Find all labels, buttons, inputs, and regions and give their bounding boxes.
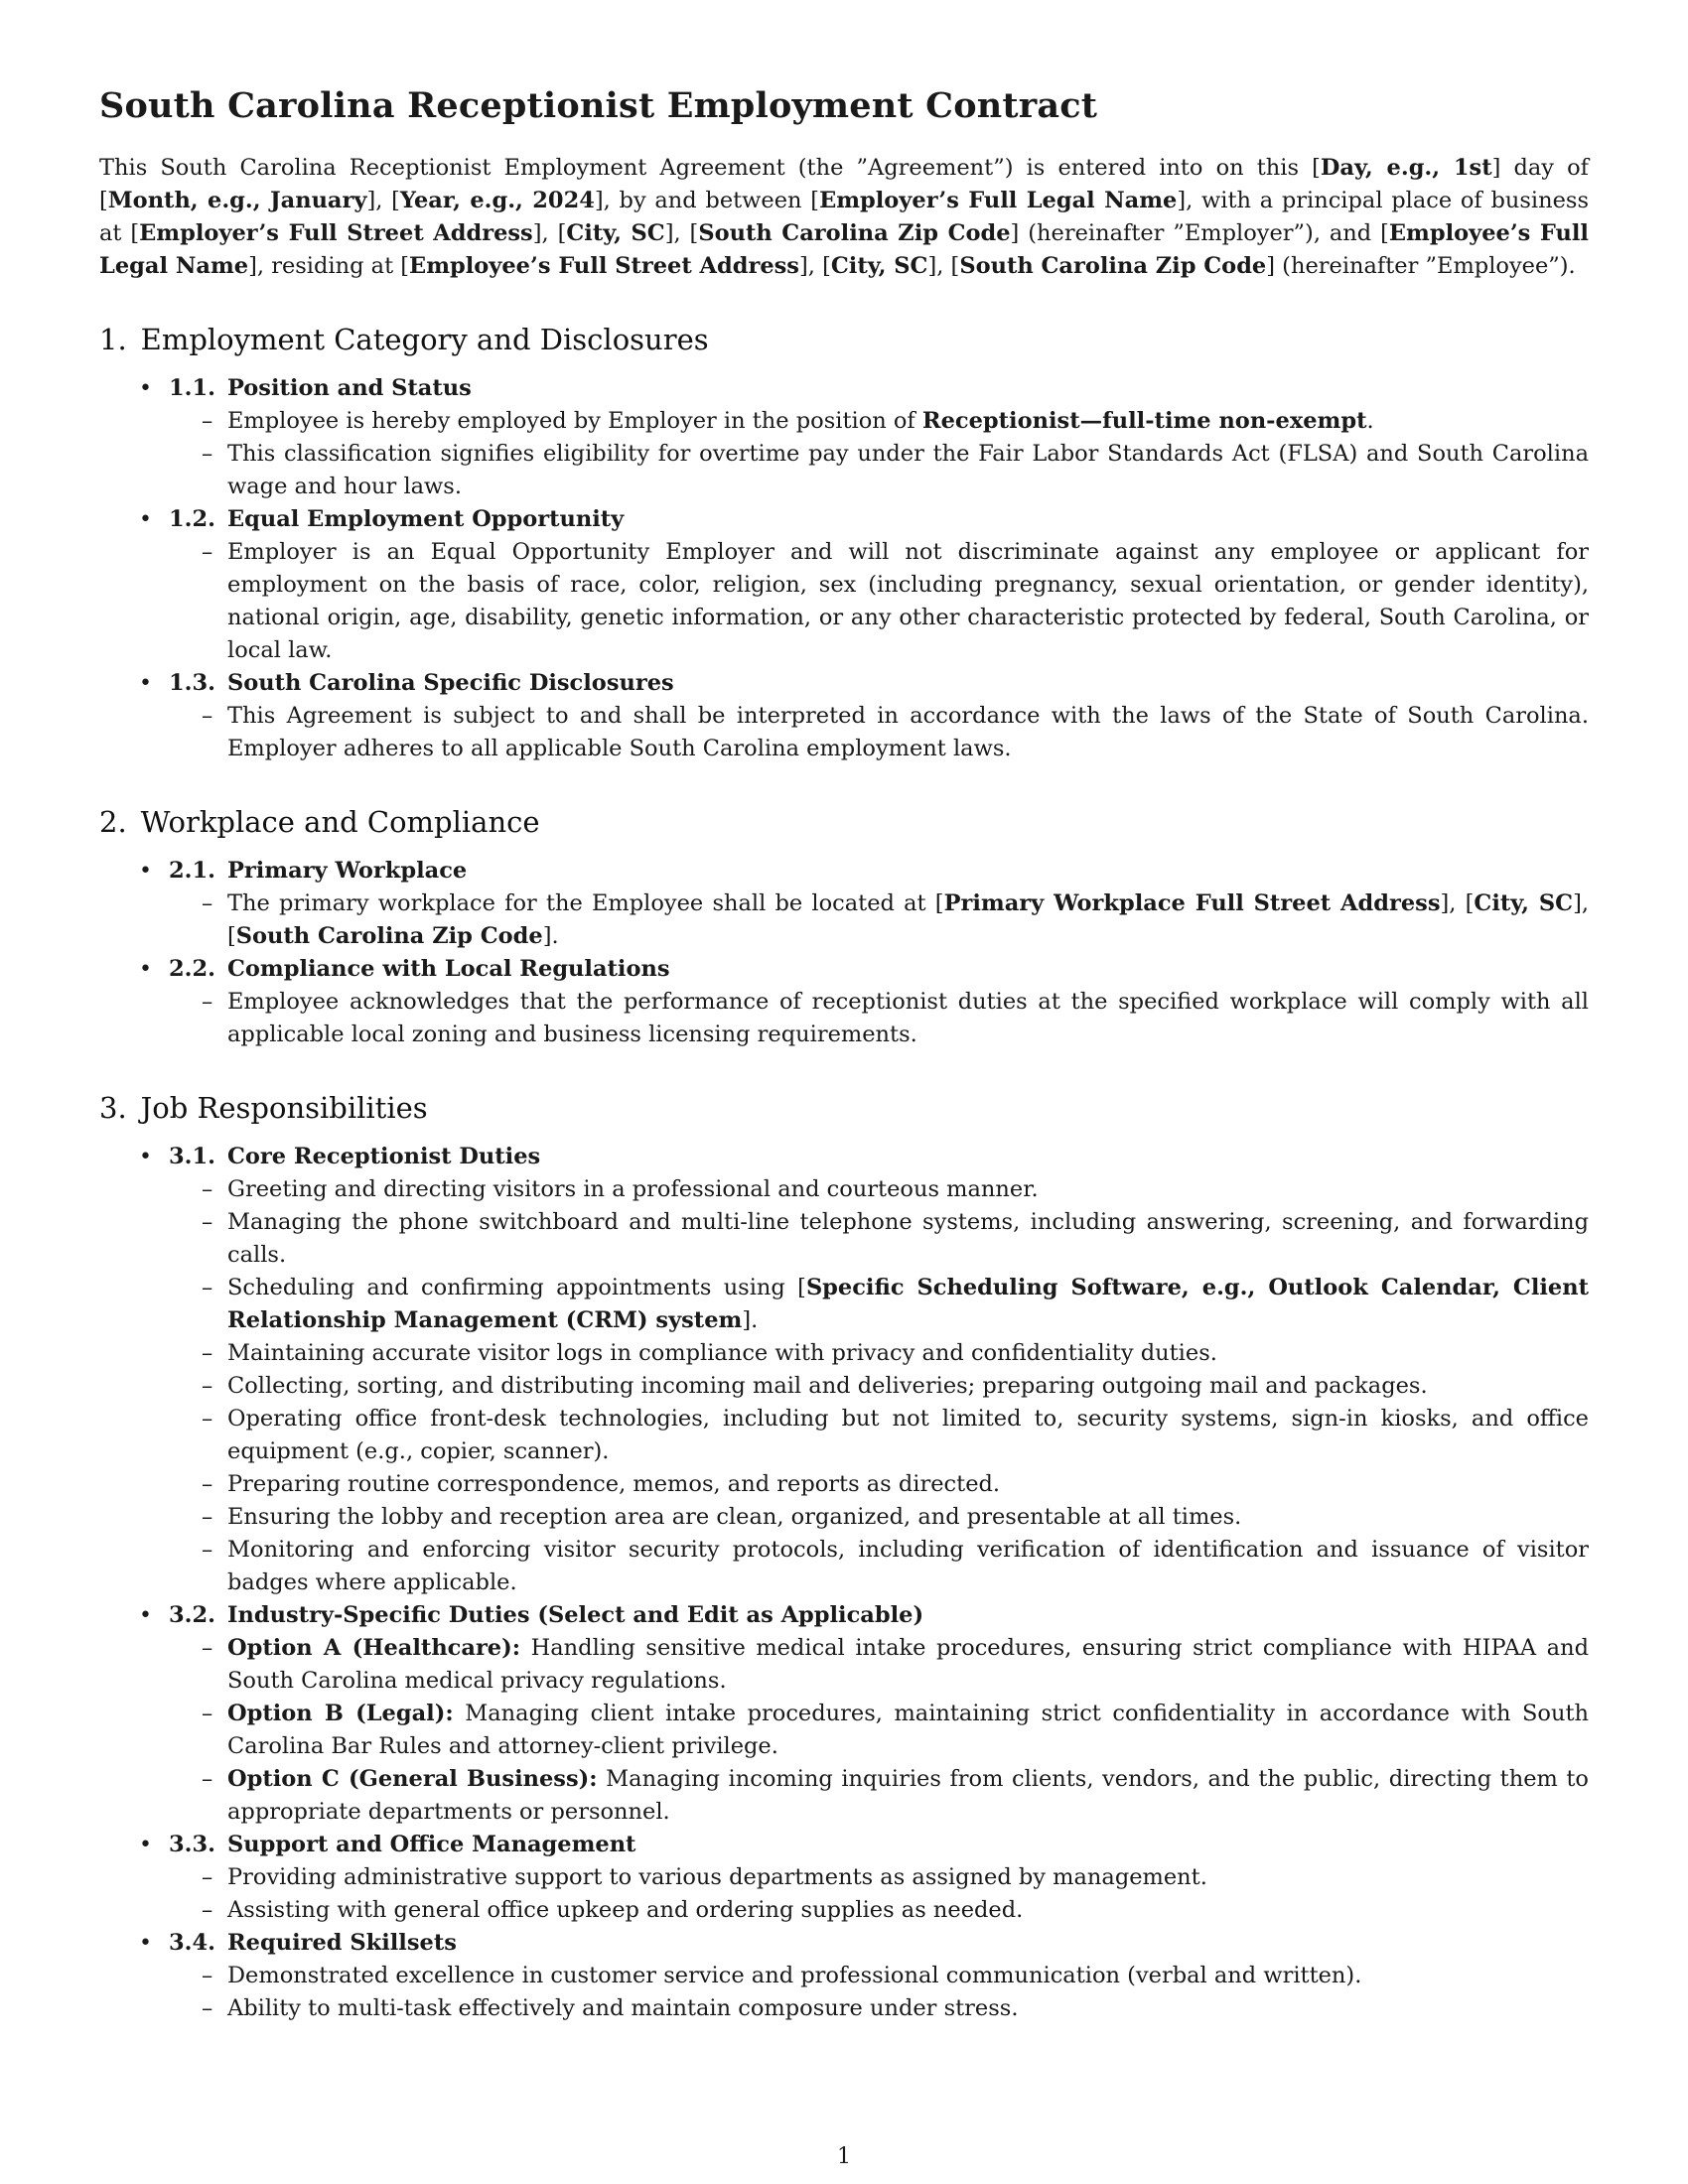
list-item (169, 986, 1589, 1051)
bullet-icon: • (139, 671, 152, 696)
dash-icon: – (202, 408, 213, 434)
subsection-number: 2.1. (169, 858, 215, 884)
item-list (169, 986, 1589, 1051)
item-text: Managing client intake procedures, maintaining strict confidentiality in accordance with South Carolina Bar Rules and attorney-client privilege. (227, 1701, 1589, 1759)
item-text: Preparing routine correspondence, memos, and reports as directed. (227, 1471, 1001, 1497)
subsection-heading (169, 1829, 1589, 1861)
item-text: Collecting, sorting, and distributing incoming mail and deliveries; preparing outgoing mail and packages. (227, 1373, 1428, 1399)
document-title: South Carolina Receptionist Employment Contract (99, 85, 1098, 126)
list-item (169, 1534, 1589, 1599)
list-item (169, 1861, 1589, 1894)
subsection-heading (169, 667, 1589, 700)
section-number: 3. (99, 1091, 127, 1125)
item-text: ], [ (227, 890, 1589, 949)
placeholder-month: Month, e.g., January (107, 188, 367, 213)
bullet-icon: • (139, 1833, 152, 1857)
intro-text: ] day of [ (99, 155, 1589, 213)
item-text: Assisting with general office upkeep and ordering supplies as needed. (227, 1897, 1024, 1923)
placeholder-employee-zip: South Carolina Zip Code (959, 253, 1267, 279)
item-text: Maintaining accurate visitor logs in compliance with privacy and confidentiality duties. (227, 1340, 1217, 1366)
intro-text: ], residing at [ (248, 253, 410, 279)
item-list (169, 1632, 1589, 1829)
subsection-title: Primary Workplace (226, 858, 468, 884)
bullet-icon: • (139, 507, 152, 532)
subsection-2-1 (99, 855, 1589, 953)
bullet-icon: • (139, 376, 152, 401)
subsection-heading (169, 953, 1589, 986)
intro-text: ], [ (532, 220, 567, 246)
placeholder-employer-city: City, SC (566, 220, 665, 246)
placeholder-year: Year, e.g., 2024 (399, 188, 595, 213)
dash-icon: – (202, 1504, 213, 1530)
item-text: Employer is an Equal Opportunity Employer and will not discriminate against any employee or applicant for employment on the basis of race, color, religion, sex (including pregnancy, sexual orientation, or gender identity), national origin, age, disability, genetic information, or any other characteristic protected by federal, South Carolina, or local law. (227, 539, 1589, 663)
list-item (169, 1272, 1589, 1337)
dash-icon: – (202, 1537, 213, 1563)
bullet-icon: • (139, 859, 152, 884)
intro-text: ], [ (366, 188, 400, 213)
placeholder-scheduling-software: Specific Scheduling Software, e.g., Outlook Calendar, Client Relationship Management (CRM) system (227, 1275, 1589, 1333)
option-label: Option B (Legal): (227, 1701, 454, 1726)
dash-icon: – (202, 1963, 213, 1988)
list-item (169, 700, 1589, 765)
subsection-heading (169, 1927, 1589, 1960)
item-text: Scheduling and confirming appointments using [ (227, 1275, 806, 1300)
subsection-number: 2.2. (169, 956, 215, 982)
subsection-title: Position and Status (226, 375, 472, 401)
item-text: Demonstrated excellence in customer service and professional communication (verbal and written). (227, 1963, 1362, 1988)
item-text: Monitoring and enforcing visitor security protocols, including verification of identification and issuance of visitor badges where applicable. (227, 1537, 1589, 1595)
item-text: The primary workplace for the Employee shall be located at [ (227, 890, 944, 916)
item-list (169, 536, 1589, 667)
subsection-number: 3.3. (169, 1832, 215, 1857)
dash-icon: – (202, 1995, 213, 2021)
dash-icon: – (202, 1340, 213, 1366)
dash-icon: – (202, 1406, 213, 1432)
bullet-icon: • (139, 1145, 152, 1169)
dash-icon: – (202, 1275, 213, 1300)
section-number: 2. (99, 805, 127, 839)
section-2-title (99, 805, 1589, 839)
list-item (169, 438, 1589, 503)
item-list (169, 1960, 1589, 2025)
intro-text: ], with a principal place of business at [ (99, 188, 1590, 246)
subsection-title: South Carolina Specific Disclosures (226, 670, 674, 696)
page-number: 1 (837, 2144, 851, 2169)
item-text: ]. (742, 1307, 759, 1333)
item-text: Managing incoming inquiries from clients, vendors, and the public, directing them to appropriate departments or personnel. (227, 1766, 1589, 1825)
list-item (169, 1960, 1589, 1992)
item-text: ]. (542, 923, 559, 949)
section-title-text: Employment Category and Disclosures (140, 323, 709, 356)
list-item (169, 1698, 1589, 1763)
subsection-heading (169, 503, 1589, 536)
subsection-number: 3.1. (169, 1144, 215, 1169)
dash-icon: – (202, 1766, 213, 1792)
list-item (169, 1468, 1589, 1501)
placeholder-workplace-zip: South Carolina Zip Code (235, 923, 543, 949)
list-item (169, 1763, 1589, 1829)
section-title-text: Job Responsibilities (140, 1091, 428, 1125)
list-item (169, 1337, 1589, 1370)
option-label: Option C (General Business): (227, 1766, 598, 1792)
item-text: Employee acknowledges that the performance of receptionist duties at the specified workplace will comply with all applicable local zoning and business licensing requirements. (227, 989, 1589, 1047)
placeholder-employer-zip: South Carolina Zip Code (698, 220, 1011, 246)
position-status: Receptionist—full-time non-exempt (921, 408, 1367, 434)
section-3-subsections (99, 1141, 1589, 2025)
item-text: ], [ (1440, 890, 1475, 916)
subsection-number: 3.2. (169, 1602, 215, 1628)
subsection-number: 3.4. (169, 1930, 215, 1956)
placeholder-employer-name: Employer’s Full Legal Name (819, 188, 1178, 213)
dash-icon: – (202, 989, 213, 1015)
option-label: Option A (Healthcare): (227, 1635, 521, 1661)
item-list (169, 1173, 1589, 1599)
subsection-3-1 (99, 1141, 1589, 1599)
placeholder-employee-name: Employee’s Full Legal Name (99, 220, 1589, 279)
section-1-title (99, 323, 1589, 356)
subsection-number: 1.1. (169, 375, 215, 401)
dash-icon: – (202, 1471, 213, 1497)
section-2-subsections (99, 855, 1589, 1051)
list-item (169, 536, 1589, 667)
intro-text: ] (hereinafter ”Employee”). (1266, 253, 1576, 279)
subsection-number: 1.3. (169, 670, 215, 696)
dash-icon: – (202, 1864, 213, 1890)
subsection-1-3 (99, 667, 1589, 765)
dash-icon: – (202, 1701, 213, 1726)
bullet-icon: • (139, 1931, 152, 1956)
intro-text: ], [ (798, 253, 831, 279)
item-text: This classification signifies eligibility for overtime pay under the Fair Labor Standards Act (FLSA) and South Carolina wage and hour laws. (227, 441, 1589, 499)
item-text: Operating office front-desk technologies, including but not limited to, security systems, sign-in kiosks, and office equipment (e.g., copier, scanner). (227, 1406, 1589, 1464)
item-text: Ensuring the lobby and reception area are clean, organized, and presentable at all times. (227, 1504, 1242, 1530)
subsection-heading (169, 855, 1589, 887)
item-list (169, 405, 1589, 503)
list-item (169, 405, 1589, 438)
subsection-title: Equal Employment Opportunity (226, 506, 625, 532)
placeholder-employee-address: Employee’s Full Street Address (409, 253, 799, 279)
item-list (169, 887, 1589, 953)
dash-icon: – (202, 890, 213, 916)
placeholder-employer-address: Employer’s Full Street Address (139, 220, 533, 246)
placeholder-workplace-city: City, SC (1474, 890, 1574, 916)
subsection-2-2 (99, 953, 1589, 1051)
subsection-title: Required Skillsets (226, 1930, 457, 1956)
list-item (169, 1370, 1589, 1403)
list-item (169, 1992, 1589, 2025)
document-page (99, 85, 1589, 2025)
subsection-number: 1.2. (169, 506, 215, 532)
dash-icon: – (202, 539, 213, 565)
subsection-title: Industry-Specific Duties (Select and Edit as Applicable) (226, 1602, 924, 1628)
section-title-text: Workplace and Compliance (140, 805, 540, 839)
intro-text: ], by and between [ (594, 188, 820, 213)
subsection-3-4 (99, 1927, 1589, 2025)
subsection-1-2 (99, 503, 1589, 667)
intro-text: ] (hereinafter ”Employer”), and [ (1010, 220, 1389, 246)
item-text: Greeting and directing visitors in a professional and courteous manner. (227, 1176, 1039, 1202)
item-text: Ability to multi-task effectively and maintain composure under stress. (227, 1995, 1019, 2021)
list-item (169, 1632, 1589, 1698)
placeholder-workplace-address: Primary Workplace Full Street Address (943, 890, 1441, 916)
intro-text: ], [ (664, 220, 699, 246)
list-item (169, 1403, 1589, 1468)
subsection-heading (169, 372, 1589, 405)
item-text: . (1366, 408, 1374, 434)
bullet-icon: • (139, 1603, 152, 1628)
item-text: Providing administrative support to various departments as assigned by management. (227, 1864, 1207, 1890)
dash-icon: – (202, 703, 213, 729)
item-text: Employee is hereby employed by Employer in the position of (227, 408, 922, 434)
list-item (169, 1501, 1589, 1534)
list-item (169, 887, 1589, 953)
dash-icon: – (202, 1635, 213, 1661)
subsection-title: Core Receptionist Duties (226, 1144, 541, 1169)
intro-text: ], [ (927, 253, 960, 279)
list-item (169, 1206, 1589, 1272)
dash-icon: – (202, 1373, 213, 1399)
item-text: This Agreement is subject to and shall be interpreted in accordance with the laws of the State of South Carolina. Employer adheres to all applicable South Carolina employment laws. (227, 703, 1589, 761)
item-text: Handling sensitive medical intake procedures, ensuring strict compliance with HIPAA and South Carolina medical privacy regulations. (227, 1635, 1589, 1694)
list-item (169, 1894, 1589, 1927)
subsection-heading (169, 1141, 1589, 1173)
subsection-title: Compliance with Local Regulations (226, 956, 670, 982)
item-list (169, 700, 1589, 765)
subsection-title: Support and Office Management (226, 1832, 636, 1857)
intro-paragraph (99, 152, 1589, 283)
dash-icon: – (202, 441, 213, 467)
placeholder-employee-city: City, SC (830, 253, 928, 279)
bullet-icon: • (139, 957, 152, 982)
subsection-3-3 (99, 1829, 1589, 1927)
dash-icon: – (202, 1176, 213, 1202)
intro-text: This South Carolina Receptionist Employment Agreement (the ”Agreement”) is entered into on this [ (99, 155, 1321, 181)
dash-icon: – (202, 1209, 213, 1235)
dash-icon: – (202, 1897, 213, 1923)
section-3-title (99, 1091, 1589, 1125)
subsection-1-1 (99, 372, 1589, 503)
list-item (169, 1173, 1589, 1206)
section-1-subsections (99, 372, 1589, 765)
item-text: Managing the phone switchboard and multi-line telephone systems, including answering, screening, and forwarding calls. (227, 1209, 1589, 1268)
section-number: 1. (99, 323, 127, 356)
subsection-3-2 (99, 1599, 1589, 1829)
item-list (169, 1861, 1589, 1927)
subsection-heading (169, 1599, 1589, 1632)
placeholder-day: Day, e.g., 1st (1320, 155, 1492, 181)
